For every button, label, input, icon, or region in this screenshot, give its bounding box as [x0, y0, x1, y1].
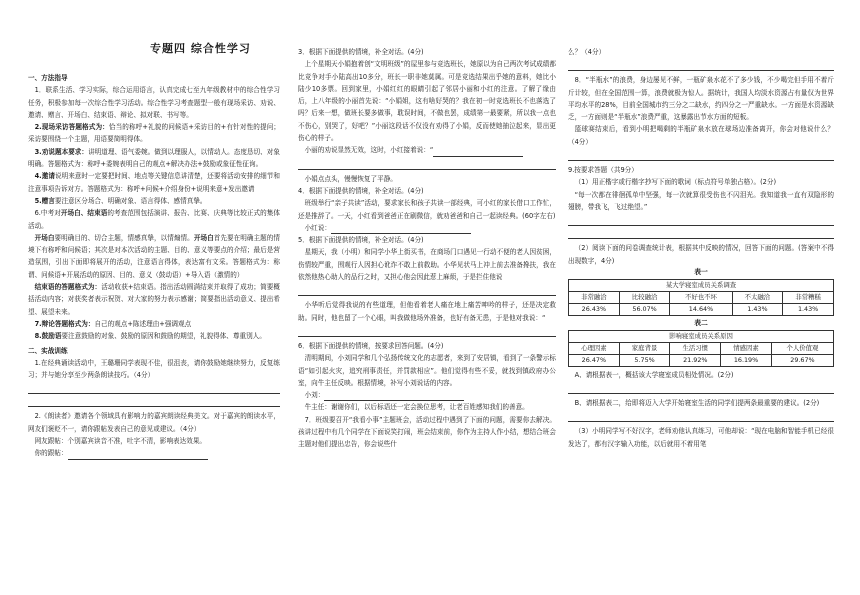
section-heading: 二、实战训练 — [28, 346, 68, 355]
question: （3）小明同学写不好汉字，老师劝他认真练习，可他却说：“现在电脑和智能手机已经很发达了，都有汉字输入功能，以后就用不着用笔 — [568, 427, 834, 448]
question: 2.《朗读者》邀请各个领域具有影响力的嘉宾朗读经典美文。对于嘉宾的朗读水平，网友们褒贬不一，请你跟帖发表自己的意见或建议。（4分） — [28, 412, 280, 433]
paragraph: 网友跟帖：个别嘉宾读音不准，吐字不清，影响表达效果。 — [34, 437, 207, 446]
table-caption: 某大学寝室成员关系调查 — [569, 279, 834, 291]
paragraph: 8.鼓励语要注意鼓励的对象、鼓励的原因和鼓励的期望，礼貌得体、尊重别人。 — [34, 332, 266, 341]
answer-line[interactable] — [568, 151, 834, 161]
paragraph: 结束语的答题格式为：活动收获+结束语。指出活动圆满结束并取得了成功；简要概括活动内容；对获奖者表示祝贺、对大家的努力表示感谢；简要指出活动意义、提出希望、展望未来。 — [28, 283, 281, 316]
paragraph: 开场白要明确目的、切合主题，情感真挚，以情煽情。开场白首先要在明确主题的情境下有称呼和问候语；其次是对本次活动的主题、目的、意义等要点的介绍；最后是营造氛围，引出下面即将展开的活动，注意语言得体，表达富有文采。答题格式为：称谓、问候语+开展活动的原因、目的、意义（鼓动语）+导入语（激情的） — [28, 233, 281, 279]
paragraph: “每一次都在徘徊孤单中坚强，每一次就算很受伤也不闪泪光。我知道我一直有双隐形的翅膀，带我飞，飞过绝望。” — [568, 190, 834, 211]
table-cell: 29.67% — [771, 354, 833, 366]
table-cell: 1.43% — [732, 303, 783, 315]
question: 8．“半瓶水”的浪费，身边屡见不鲜，一瓶矿泉水花不了多少钱，不少喝完但手用不着斤斤计较，但在全国范围一算，浪费就极为惊人。据统计，我国人均淡水资源占有量仅为世界平均水平的28%，目前全国城市约三分之二缺水，约四分之一严重缺水。一方面是水资源缺乏，一方面则是“半瓶水”浪费严重，这暴露出节水方面的短板。 — [568, 76, 834, 122]
paragraph: 4.邀请说明来意时一定要把时间、地点等关键信息讲清楚，还要将活动安排的细节和注意事项告诉对方。答题格式为：称呼+问候+介绍身份+说明来意+发出邀请 — [28, 172, 280, 193]
table-header-cell: 情感因素 — [721, 342, 772, 354]
paragraph: 上个星期天小娟抱着创“文明班级”的屋里参与竞选班长，她原以为自己两次考试成绩都比竞争对手小陆高出10多分，班长一职非她莫属。可是竞选结果出乎她的意料，她比小陆少10多票。回到家里，小娟红红的眼睛引起了邻居小丽和小红的注意。了解了缘由后，上八年级的小丽首先说：“小娟姐，这有啥好哭的？我在初一时竞选班长不也落选了吗？后来一想，做班长要多做事，耽误时间，不做也罢，成绩第一最要紧，所以我一点也不伤心，别哭了，好吧？”小丽这段话不仅没有劝得了小娟，反而使她抽泣起来，显出更伤心的样子。 — [298, 60, 556, 143]
table-caption: 影响寝室成员关系原因 — [569, 330, 834, 342]
question: 7．班级要召开“我看小事”主题班会，活动过程中遇到了下面的问题，需要你去解决。孩讲过程中有几个同学在下面说笑打闹，班会结束前，你作为主持人作小结，想结合班会主题对他们提出忠告，你会说些什 — [298, 415, 556, 449]
table-cell: 5.75% — [619, 354, 670, 366]
survey-table-2 — [568, 330, 834, 367]
table-header-cell: 非常融洽 — [569, 291, 620, 303]
paragraph: 小华听后觉得我说的有些道理，但他看着老人痛在地上痛苦呻吟的样子，还是决定救助。同时，他也留了一个心眼，叫我做他场外准备，也好有备无患，于是他对我说：“ — [298, 301, 556, 322]
answer-blank[interactable] — [68, 451, 208, 460]
answer-line[interactable] — [298, 160, 556, 170]
column-middle — [298, 46, 556, 451]
table-header-cell: 家庭背景 — [619, 342, 670, 354]
table-cell: 21.92% — [670, 354, 721, 366]
answer-line[interactable] — [568, 216, 834, 226]
paragraph: 小刘： — [298, 389, 556, 401]
column-left — [28, 70, 280, 460]
answer-line[interactable] — [568, 61, 834, 71]
answer-blank[interactable] — [324, 392, 464, 401]
answer-line[interactable] — [298, 286, 556, 296]
table-cell: 26.43% — [569, 303, 620, 315]
table-header-cell: 心理因素 — [569, 342, 620, 354]
answer-line[interactable] — [28, 384, 280, 394]
answer-line[interactable] — [568, 384, 834, 394]
question: 3．根据下面提供的情境，补全对话。(4分) — [298, 48, 424, 56]
paragraph: 么？（4分） — [568, 48, 606, 56]
table-header-cell: 非常糟糕 — [783, 291, 834, 303]
paragraph: 1．联系生活、学习实际，综合运用语言，认真完成七至九年级教材中的综合性学习任务，积极参加每一次综合性学习活动。综合性学习考查题型一般有现场采访、劝说、邀请、赠言、开场白、结束语、辩论、拟对联、书写等。 — [28, 86, 280, 119]
table-header-cell: 生活习惯 — [670, 342, 721, 354]
paragraph: 班级举行“亲子共读”活动，要求家长和孩子共读一部经典，可小红的家长借口工作忙，还是推辞了。一天，小红看到爸爸正在刷微信，就劝爸爸和自己一起读经典。(60字左右) — [298, 199, 556, 220]
paragraph: 3.劝说题本要求：讲明道理、语气委婉。做到以理服人，以情动人。态度恳切、对象明确。答题格式为：称呼+委婉表明自己的观点+解决办法+鼓励或象征性征询。 — [28, 147, 281, 169]
question: 9.按要求答题（共9分） — [568, 166, 638, 175]
survey-table-1 — [568, 279, 834, 316]
table-cell: 56.07% — [619, 303, 670, 315]
table-cell: 1.43% — [783, 303, 834, 315]
column-right — [568, 46, 834, 450]
section-heading: 一、方法指导 — [28, 74, 68, 82]
table-header-cell: 比较融洽 — [619, 291, 670, 303]
paragraph: 小丽的劝说显然无效，这时，小红接着说：“ — [298, 144, 556, 156]
question: 4．根据下面提供的情境，补全对话。(4分) — [298, 186, 424, 195]
paragraph: （2）阅读下面的问卷调查统计表，根据其中反映的情况，回答下面的问题。(答案中不得出现数字，4分) — [568, 244, 834, 265]
answer-line[interactable] — [298, 327, 556, 337]
paragraph: 清明期间，小刘同学和几个弘扬传统文化的志愿者，来到了安居镇，看到了一条警示标语“如引起火灾，追究刑事责任，并罚款相应”。他们觉得有些不妥，就找到镇政府办公室，向牛主任反映。根据情境，补写小刘说话的内容。 — [298, 354, 556, 387]
paragraph: 小娟点点头，慢慢恢复了平静。 — [304, 174, 397, 183]
answer-line[interactable] — [568, 412, 834, 422]
paragraph: 6.中考对开场白、结束语的考查范围包括演讲、报告、比赛、庆典等比较正式的集体活动。 — [28, 209, 281, 230]
table-header-cell: 不好也不坏 — [670, 291, 732, 303]
question: 1.在经典诵读活动中，王璐珊同学表现不佳，很沮丧，请你鼓励她继续努力，反复练习；并与她分享至少两条朗读技巧。（4分） — [28, 358, 280, 380]
paragraph: 5.赠言要注意区分场合、明确对象、语言得体、感情真挚。 — [34, 196, 207, 205]
table-label: 表一 — [694, 267, 708, 276]
paragraph: 牛主任：谢谢你们，以后标语还一定会换位思考，让老百姓感知我们的善意。 — [304, 403, 529, 412]
question: A、请根据表一，概括该大学寝室成员相处情况。(2分) — [574, 370, 734, 379]
paragraph: 星期天，我（小明）和同学小华上街买书，在商场门口遇见一行动不便的老人因贫困，伤情较严重，围观行人因担心讹诈不敢上前救助。小华见状马上冲上前去准备搀扶，我在依然他热心助人的品行之时，又担心他会因此惹上麻烦，于是拦住他说 — [298, 248, 556, 282]
table-cell: 16.19% — [721, 354, 772, 366]
paragraph: 你的跟帖： — [28, 447, 280, 459]
answer-blank[interactable] — [331, 225, 471, 234]
paragraph: 篮球赛结束后，看到小明把喝剩的半瓶矿泉水放在球场边准备离开，你会对他说什么？（4分） — [568, 125, 834, 146]
table-header-cell: 不太融洽 — [732, 291, 783, 303]
paragraph: （1）用正楷字或行楷字抄写下面的歌词（标点符号单独占格）。(2分) — [574, 178, 777, 187]
table-header-cell: 个人价值观 — [771, 342, 833, 354]
paragraph: 7.辩论答题格式为：自己的观点+陈述理由+强调观点 — [34, 319, 192, 328]
table-cell: 26.47% — [569, 354, 620, 366]
table-cell: 14.64% — [670, 303, 732, 315]
question: 6．根据下面提供的情境，按要求回答问题。(4分) — [298, 341, 444, 350]
answer-line[interactable] — [568, 229, 834, 239]
page-title: 专题四 综合性学习 — [150, 42, 251, 55]
answer-line[interactable] — [28, 397, 280, 407]
paragraph: 2.现场采访答题格式为：恰当的称呼+礼貌的问候语+采访目的+有针对性的提问；采访要围绕一个主题，用语要简明得体。 — [28, 123, 280, 144]
table-label: 表二 — [694, 318, 708, 327]
paragraph: 小红说： — [298, 222, 556, 234]
answer-blank[interactable] — [433, 148, 523, 157]
question: B、请根据表二，给即将迈入大学开始寝室生活的同学们提两条最重要的建议。(2分) — [574, 399, 820, 408]
question: 5．根据下面提供的情境，补全对话。(4分) — [298, 236, 424, 245]
